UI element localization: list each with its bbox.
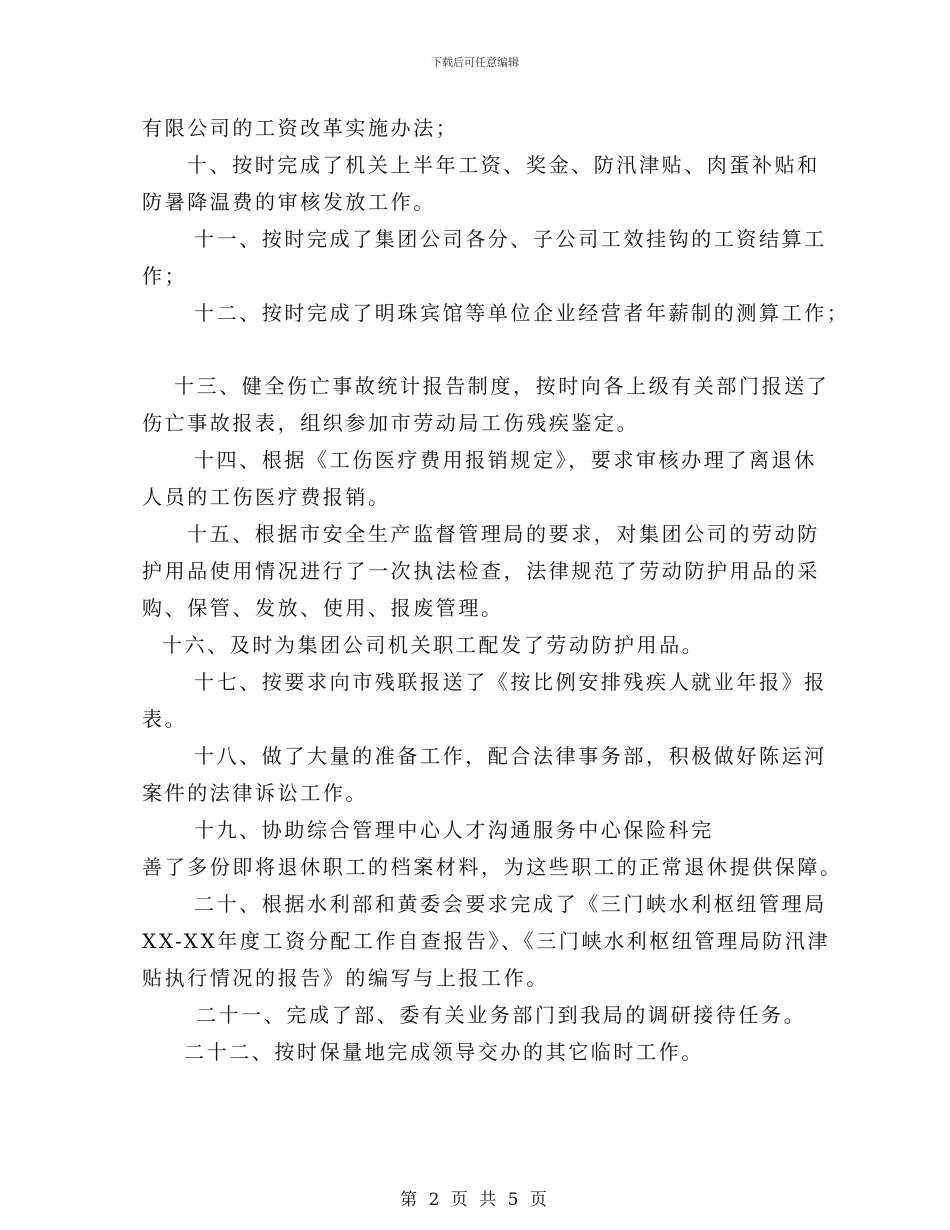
- page-header-note: 下载后可任意编辑: [431, 56, 519, 69]
- text-line: 案件的法律诉讼工作。: [142, 781, 368, 805]
- text-line: 十七、按要求向市残联报送了《按比例安排残疾人就业年报》报: [194, 670, 827, 694]
- text-line: 伤亡事故报表，组织参加市劳动局工伤残疾鉴定。: [142, 411, 640, 435]
- text-line: 十八、做了大量的准备工作，配合法律事务部，积极做好陈运河: [194, 744, 827, 768]
- text-line: XX-XX年度工资分配工作自查报告》、《三门峡水利枢纽管理局防汛津: [142, 929, 831, 953]
- text-line: 十六、及时为集团公司机关职工配发了劳动防护用品。: [162, 633, 705, 657]
- text-line: 二十、根据水利部和黄委会要求完成了《三门峡水利枢纽管理局: [194, 892, 827, 916]
- text-line: 护用品使用情况进行了一次执法检查，法律规范了劳动防护用品的采: [142, 559, 820, 583]
- text-line: 购、保管、发放、使用、报废管理。: [142, 596, 504, 620]
- text-line: 十三、健全伤亡事故统计报告制度，按时向各上级有关部门报送了: [174, 374, 830, 398]
- text-line: 十五、根据市安全生产监督管理局的要求，对集团公司的劳动防: [187, 522, 820, 546]
- text-line: 二十一、完成了部、委有关业务部门到我局的调研接待任务。: [196, 1003, 807, 1027]
- page-number: 第 2 页 共 5 页: [400, 1190, 550, 1210]
- text-line: 表。: [142, 707, 188, 731]
- text-line: 十九、协助综合管理中心人才沟通服务中心保险科完: [194, 818, 714, 842]
- text-line: 二十二、按时保量地完成领导交办的其它临时工作。: [184, 1040, 704, 1064]
- text-line: 十二、按时完成了明珠宾馆等单位企业经营者年薪制的测算工作；: [194, 301, 850, 325]
- text-line: 有限公司的工资改革实施办法；: [142, 116, 459, 140]
- text-line: 十一、按时完成了集团公司各分、子公司工效挂钩的工资结算工: [194, 227, 827, 251]
- text-line: 善了多份即将退休职工的档案材料，为这些职工的正常退休提供保障。: [142, 855, 843, 879]
- text-line: 十、按时完成了机关上半年工资、奖金、防汛津贴、肉蛋补贴和: [187, 153, 820, 177]
- text-line: 十四、根据《工伤医疗费用报销规定》，要求审核办理了离退休: [194, 448, 817, 472]
- text-line: 防暑降温费的审核发放工作。: [142, 190, 436, 214]
- text-line: 贴执行情况的报告》的编写与上报工作。: [142, 966, 549, 990]
- text-line: 作；: [142, 264, 188, 288]
- text-line: 人员的工伤医疗费报销。: [142, 485, 391, 509]
